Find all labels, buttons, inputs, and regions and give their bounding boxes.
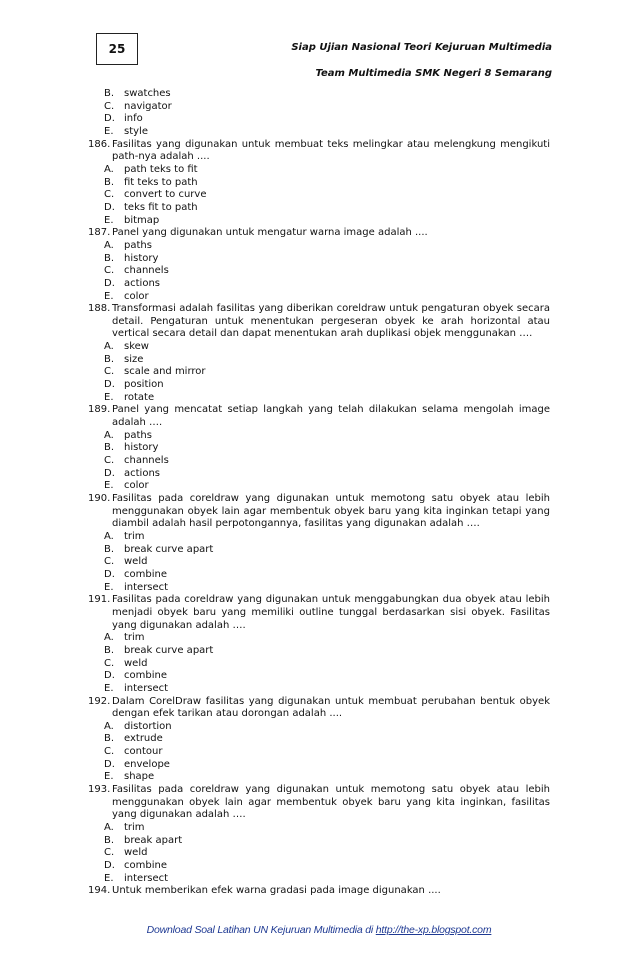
option-letter: D. [104, 758, 115, 770]
question-item [88, 227, 550, 303]
answer-option [88, 759, 550, 772]
answer-option [88, 215, 550, 228]
answer-option [88, 392, 550, 405]
option-text: trim [124, 822, 145, 834]
answer-option [88, 430, 550, 443]
answer-option [88, 278, 550, 291]
answer-option [88, 835, 550, 848]
header-subtitle: Team Multimedia SMK Negeri 8 Semarang [315, 68, 552, 79]
answer-option [88, 847, 550, 860]
answer-option [88, 101, 550, 114]
question-number: 189. [88, 404, 111, 416]
question-line [88, 139, 550, 164]
option-letter: A. [104, 720, 114, 732]
option-text: navigator [124, 100, 172, 112]
question-line [88, 404, 550, 429]
option-letter: B. [104, 353, 115, 365]
option-text: combine [124, 670, 167, 682]
option-text: contour [124, 746, 163, 758]
answer-option [88, 265, 550, 278]
option-letter: C. [104, 746, 115, 758]
question-item [88, 404, 550, 493]
question-text: Panel yang mencatat setiap langkah yang telah dilakukan selama mengolah image adalah …. [112, 404, 550, 429]
question-number: 193. [88, 784, 111, 796]
question-text: Panel yang digunakan untuk mengatur warna image adalah .... [112, 227, 428, 239]
answer-option [88, 746, 550, 759]
option-text: paths [124, 429, 152, 441]
option-text: weld [124, 847, 148, 859]
answer-option [88, 88, 550, 101]
question-number: 187. [88, 227, 111, 239]
option-text: paths [124, 239, 152, 251]
answer-option [88, 253, 550, 266]
option-letter: D. [104, 670, 115, 682]
option-letter: B. [104, 442, 115, 454]
question-text: Transformasi adalah fasilitas yang diberikan coreldraw untuk pengaturan obyek secara detail. Pengaturan untuk menentukan pergeseran obyek ke arah horizontal atau vertical secara detail dan dapat menentukan arah duplikasi objek menggunakan …. [112, 303, 550, 340]
answer-option [88, 113, 550, 126]
question-number: 186. [88, 138, 111, 150]
option-text: skew [124, 341, 149, 353]
option-letter: A. [104, 163, 114, 175]
option-text: convert to curve [124, 189, 207, 201]
question-number: 192. [88, 695, 111, 707]
question-text: Untuk memberikan efek warna gradasi pada image digunakan .... [112, 885, 441, 897]
question-item [88, 139, 550, 228]
option-letter: E. [104, 682, 114, 694]
option-text: size [124, 353, 144, 365]
option-text: channels [124, 265, 169, 277]
option-text: history [124, 442, 159, 454]
answer-option [88, 822, 550, 835]
answer-option [88, 164, 550, 177]
option-letter: A. [104, 632, 114, 644]
answer-option [88, 645, 550, 658]
answer-option [88, 544, 550, 557]
option-text: weld [124, 556, 148, 568]
question-line [88, 493, 550, 531]
option-letter: B. [104, 543, 115, 555]
question-line [88, 227, 550, 240]
page-number-box [96, 33, 138, 65]
option-letter: B. [104, 733, 115, 745]
header-title: Siap Ujian Nasional Teori Kejuruan Multimedia [291, 42, 552, 53]
option-text: bitmap [124, 214, 160, 226]
answer-option [88, 455, 550, 468]
footer-link[interactable]: http://the-xp.blogspot.com [375, 924, 492, 936]
question-line [88, 885, 550, 898]
question-line [88, 696, 550, 721]
option-letter: E. [104, 125, 114, 137]
question-item [88, 784, 550, 885]
answer-option [88, 240, 550, 253]
answer-option [88, 366, 550, 379]
option-letter: D. [104, 379, 115, 391]
option-letter: E. [104, 290, 114, 302]
option-text: intersect [124, 872, 169, 884]
option-letter: B. [104, 252, 115, 264]
option-text: break apart [124, 834, 183, 846]
option-text: rotate [124, 391, 155, 403]
option-letter: C. [104, 265, 115, 277]
answer-option [88, 202, 550, 215]
answer-option [88, 733, 550, 746]
answer-option [88, 291, 550, 304]
option-text: color [124, 480, 149, 492]
option-letter: E. [104, 214, 114, 226]
answer-option [88, 468, 550, 481]
option-text: channels [124, 455, 169, 467]
option-letter: C. [104, 847, 115, 859]
answer-option [88, 442, 550, 455]
answer-option [88, 569, 550, 582]
option-text: position [124, 379, 164, 391]
option-text: combine [124, 860, 167, 872]
option-letter: D. [104, 113, 115, 125]
answer-option [88, 126, 550, 139]
answer-option [88, 658, 550, 671]
option-letter: D. [104, 568, 115, 580]
option-letter: E. [104, 872, 114, 884]
option-letter: C. [104, 366, 115, 378]
footer [0, 924, 638, 936]
answer-option [88, 480, 550, 493]
option-text: intersect [124, 581, 169, 593]
option-text: break curve apart [124, 543, 214, 555]
option-text: fit teks to path [124, 176, 198, 188]
question-item [88, 493, 550, 594]
option-letter: A. [104, 530, 114, 542]
answer-option [88, 556, 550, 569]
question-number: 188. [88, 303, 111, 315]
option-text: teks fit to path [124, 201, 198, 213]
option-letter: B. [104, 644, 115, 656]
option-letter: C. [104, 455, 115, 467]
option-letter: E. [104, 480, 114, 492]
option-letter: D. [104, 860, 115, 872]
option-text: info [124, 113, 143, 125]
option-text: combine [124, 568, 167, 580]
question-item [88, 594, 550, 695]
question-number: 194. [88, 885, 111, 897]
option-text: extrude [124, 733, 163, 745]
option-text: actions [124, 467, 160, 479]
answer-option [88, 683, 550, 696]
option-text: distortion [124, 720, 172, 732]
option-letter: E. [104, 581, 114, 593]
question-line [88, 594, 550, 632]
answer-option [88, 177, 550, 190]
question-text: Fasilitas yang digunakan untuk membuat teks melingkar atau melengkung mengikuti path-nya adalah .... [112, 138, 550, 163]
answer-option [88, 354, 550, 367]
option-text: actions [124, 277, 160, 289]
option-text: break curve apart [124, 644, 214, 656]
answer-option [88, 189, 550, 202]
question-text: Dalam CorelDraw fasilitas yang digunakan untuk membuat perubahan bentuk obyek dengan efek tarikan atau dorongan adalah .... [112, 695, 550, 720]
question-item [88, 303, 550, 404]
option-letter: A. [104, 429, 114, 441]
option-letter: C. [104, 556, 115, 568]
option-letter: A. [104, 341, 114, 353]
question-line [88, 303, 550, 341]
option-text: history [124, 252, 159, 264]
option-text: envelope [124, 758, 170, 770]
question-text: Fasilitas pada coreldraw yang digunakan untuk memotong satu obyek atau lebih menggunakan obyek lain agar membentuk obyek baru yang kita inginkan tetapi yang diambil adalah hasil perpotongannya, fasilitas yang digunakan adalah …. [112, 493, 550, 530]
answer-option [88, 582, 550, 595]
question-number: 191. [88, 594, 111, 606]
answer-option [88, 632, 550, 645]
option-letter: B. [104, 176, 115, 188]
answer-option [88, 379, 550, 392]
question-number: 190. [88, 493, 111, 504]
answer-option [88, 771, 550, 784]
option-text: intersect [124, 682, 169, 694]
answer-option [88, 531, 550, 544]
option-text: trim [124, 530, 145, 542]
option-letter: D. [104, 201, 115, 213]
option-letter: A. [104, 822, 114, 834]
option-letter: B. [104, 88, 115, 99]
option-text: shape [124, 771, 155, 783]
option-letter: D. [104, 467, 115, 479]
answer-option [88, 341, 550, 354]
question-item [88, 696, 550, 785]
option-text: swatches [124, 88, 171, 99]
question-line [88, 784, 550, 822]
option-letter: A. [104, 239, 114, 251]
option-letter: C. [104, 189, 115, 201]
question-list [88, 88, 550, 898]
answer-option [88, 670, 550, 683]
option-text: weld [124, 657, 148, 669]
question-text: Fasilitas pada coreldraw yang digunakan untuk memotong satu obyek atau lebih menggunakan obyek lain agar membentuk obyek baru yang kita inginkan, fasilitas yang digunakan adalah …. [112, 784, 550, 821]
option-text: path teks to fit [124, 163, 198, 175]
option-letter: C. [104, 657, 115, 669]
option-letter: E. [104, 771, 114, 783]
option-text: scale and mirror [124, 366, 206, 378]
question-item [88, 885, 550, 898]
option-letter: C. [104, 100, 115, 112]
answer-option [88, 860, 550, 873]
answer-option [88, 721, 550, 734]
option-text: color [124, 290, 149, 302]
option-letter: E. [104, 391, 114, 403]
answer-option [88, 873, 550, 886]
option-text: trim [124, 632, 145, 644]
option-letter: D. [104, 277, 115, 289]
option-text: style [124, 125, 148, 137]
question-text: Fasilitas pada coreldraw yang digunakan untuk menggabungkan dua obyek atau lebih menjadi obyek baru yang memiliki outline tunggal berdasarkan sisi obyek. Fasilitas yang digunakan adalah …. [112, 594, 550, 631]
page-number: 25 [108, 42, 126, 56]
option-letter: B. [104, 834, 115, 846]
footer-text: Download Soal Latihan UN Kejuruan Multimedia di [146, 924, 376, 936]
